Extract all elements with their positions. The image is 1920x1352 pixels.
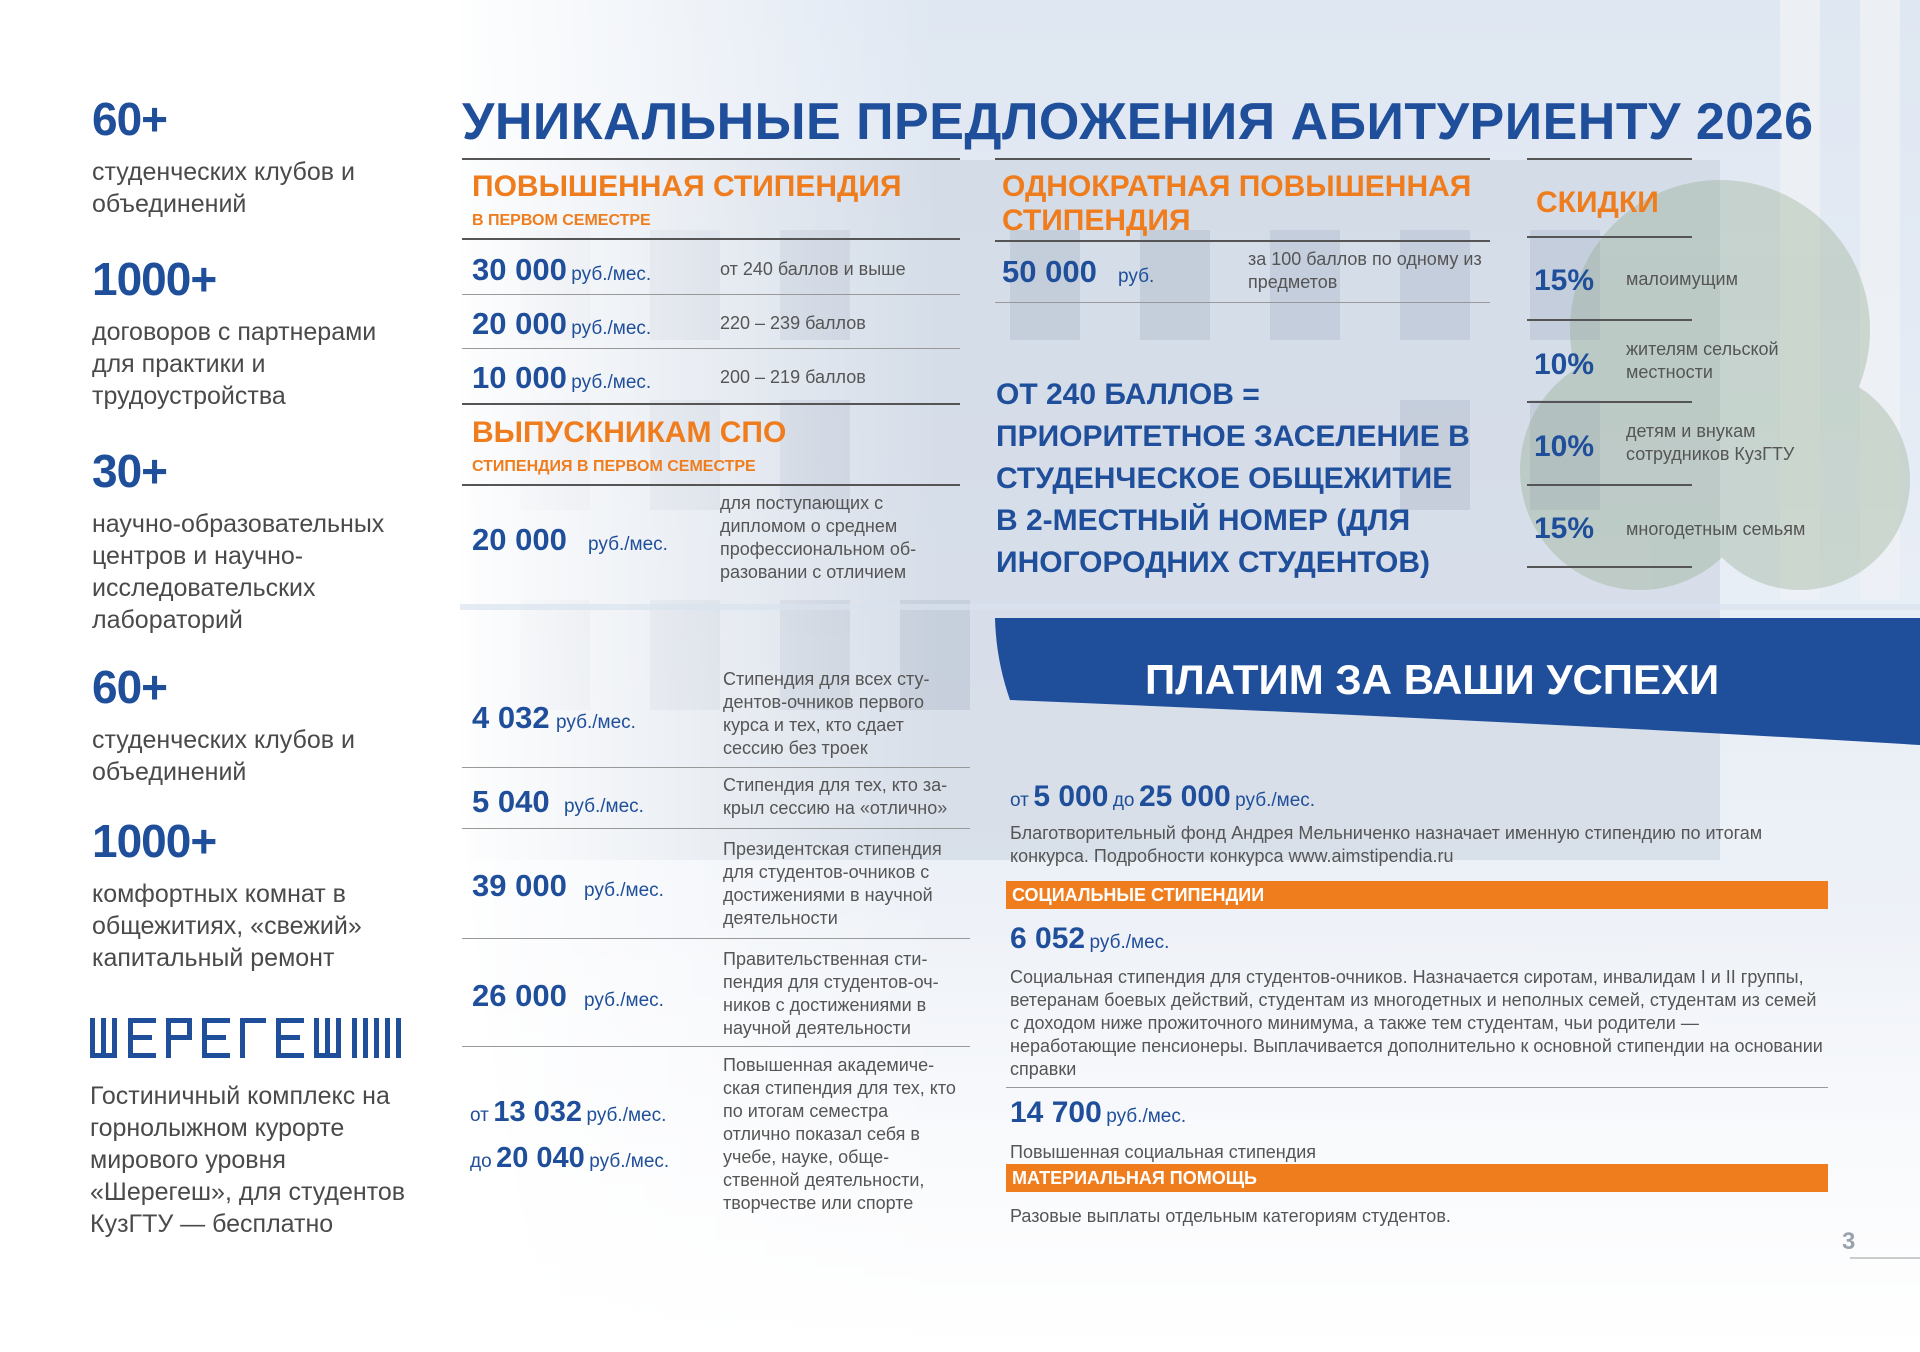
social2-amount — [1010, 1096, 1186, 1130]
stat-text: комфортных комнат в общежитиях, «свежий» капитальный ремонт — [92, 880, 362, 972]
discount-desc: многодетным семьям — [1626, 519, 1806, 539]
range-to — [470, 1142, 669, 1175]
divider — [462, 158, 960, 160]
page-number: 3 — [1842, 1228, 1856, 1255]
discount-row — [1534, 258, 1824, 308]
divider — [462, 294, 960, 295]
stat-block — [92, 252, 412, 412]
discounts-heading: СКИДКИ — [1536, 186, 1659, 219]
discount-pct: 15% — [1534, 512, 1595, 545]
fund-amount — [1010, 780, 1315, 814]
sheregesh-logo — [90, 1018, 410, 1062]
from-label: от — [1010, 790, 1029, 811]
stat-number: 1000+ — [92, 815, 217, 867]
row-desc: от 240 баллов и выше — [720, 259, 906, 279]
unit: руб./мес. — [1106, 1106, 1187, 1127]
material-bar: МАТЕРИАЛЬНАЯ ПОМОЩЬ — [1006, 1164, 1828, 1192]
divider — [462, 238, 960, 240]
unit: руб./мес. — [571, 318, 652, 339]
scholarship-row — [472, 838, 972, 934]
unit: руб./мес. — [1235, 790, 1316, 811]
divider — [1527, 566, 1692, 568]
row-desc: 220 – 239 баллов — [720, 313, 866, 333]
discount-desc: жителям сельской местности — [1626, 339, 1779, 382]
range-from — [470, 1096, 666, 1129]
spo-heading: ВЫПУСКНИКАМ СПО — [472, 416, 787, 449]
row-desc: Повышенная академиче-ская стипендия для тех, кто по итогам семестра отлично показал себя в учебе, науке, обще-ственной деятельности, творчестве или спорте — [723, 1055, 956, 1213]
stat-block — [92, 444, 422, 636]
social-bar: СОЦИАЛЬНЫЕ СТИПЕНДИИ — [1006, 881, 1828, 909]
row-desc: Правительственная сти-пендия для студентов-оч-ников с достижениями в научной деятельности — [723, 949, 939, 1038]
discount-pct: 10% — [1534, 348, 1595, 381]
divider — [462, 403, 960, 405]
divider — [1006, 1087, 1828, 1088]
row-desc: для поступающих с дипломом о среднем профессиональном об-разовании с отличием — [720, 493, 917, 582]
divider — [1527, 401, 1692, 403]
amount: 39 000 — [472, 868, 567, 903]
stat-block — [92, 92, 392, 220]
unit: руб./мес. — [584, 880, 664, 901]
unit: руб./мес. — [571, 372, 652, 393]
amount: 10 000 — [472, 360, 567, 395]
amount: 4 032 — [472, 700, 550, 735]
unit: руб./мес. — [556, 712, 636, 733]
scholarship-row — [472, 306, 952, 346]
unit: руб./мес. — [584, 990, 664, 1011]
amount: 50 000 — [1002, 254, 1097, 289]
divider — [462, 828, 970, 829]
divider — [462, 484, 960, 486]
discount-pct: 10% — [1534, 430, 1595, 463]
amount: 13 032 — [493, 1096, 583, 1128]
unit: руб./мес. — [589, 1151, 670, 1172]
discount-desc: малоимущим — [1626, 269, 1738, 289]
amount: 25 000 — [1138, 780, 1231, 813]
unit: руб./мес. — [588, 534, 668, 555]
amount: 5 040 — [472, 784, 550, 819]
divider — [1527, 484, 1692, 486]
unit: руб./мес. — [564, 796, 644, 817]
amount: 20 040 — [496, 1142, 585, 1174]
amount: 20 000 — [472, 522, 567, 557]
fund-text: Благотворительный фонд Андрея Мельниченко назначает именную стипендию по итогам конкурса. Подробности конкурса www.aimstipendia.ru — [1010, 823, 1763, 866]
sheregesh-text: Гостиничный комплекс на горнолыжном курорте мирового уровня «Шерегеш», для студентов КузГТУ — бесплатно — [90, 1082, 406, 1238]
to-label: до — [470, 1151, 492, 1172]
divider — [1527, 158, 1692, 160]
stat-number: 30+ — [92, 445, 168, 497]
col1-subheading: В ПЕРВОМ СЕМЕСТРЕ — [472, 212, 651, 229]
divider — [1527, 236, 1692, 238]
dorm-priority: ОТ 240 БАЛЛОВ = ПРИОРИТЕТНОЕ ЗАСЕЛЕНИЕ В СТУДЕНЧЕСКОЕ ОБЩЕЖИТИЕ В 2-МЕСТНЫЙ НОМЕР (ДЛЯ ИНОГОРОДНИХ СТУДЕНТОВ) — [996, 378, 1470, 579]
from-label: от — [470, 1105, 489, 1126]
divider — [995, 302, 1490, 303]
divider — [995, 240, 1490, 242]
discount-desc: детям и внукам сотрудников КузГТУ — [1626, 421, 1795, 464]
unit: руб./мес. — [1089, 932, 1170, 953]
stat-block — [92, 660, 392, 788]
social2-text: Повышенная социальная стипендия — [1010, 1142, 1317, 1162]
to-label: до — [1112, 790, 1135, 811]
stat-number: 60+ — [92, 661, 168, 713]
row-desc: Стипендия для тех, кто за-крыл сессию на «отлично» — [723, 775, 948, 818]
divider — [1527, 319, 1692, 321]
divider — [462, 767, 970, 768]
amount: 30 000 — [472, 252, 567, 287]
amount: 5 000 — [1033, 780, 1109, 813]
scholarship-row — [1002, 248, 1492, 298]
unit: руб./мес. — [571, 264, 652, 285]
social-text: Социальная стипендия для студентов-очников. Назначается сиротам, инвалидам I и II группы, ветеранам боевых действий, студентам из многодетных и неполных семей, студентам из семей с доходом ниже прожиточного минимума, а также тем студентам, чьи родители — неработающие пенсионеры. Выплачивается дополнительно к основной стипендии на основании справки — [1010, 967, 1823, 1079]
discount-row — [1534, 506, 1824, 556]
scholarship-row — [472, 668, 972, 764]
unit: руб. — [1118, 266, 1155, 287]
discount-pct: 15% — [1534, 264, 1595, 297]
social-amount — [1010, 922, 1169, 956]
banner-title: ПЛАТИМ ЗА ВАШИ УСПЕХИ — [1145, 656, 1720, 703]
material-text: Разовые выплаты отдельным категориям студентов. — [1010, 1206, 1451, 1226]
divider — [462, 1046, 970, 1047]
stat-number: 1000+ — [92, 253, 217, 305]
stat-text: студенческих клубов и объединений — [92, 158, 355, 218]
stat-text: научно-образовательных центров и научно-исследовательских лабораторий — [92, 510, 385, 634]
scholarship-row — [472, 252, 952, 292]
amount: 20 000 — [472, 306, 567, 341]
amount: 6 052 — [1010, 922, 1086, 955]
row-desc: 200 – 219 баллов — [720, 367, 866, 387]
scholarship-row — [470, 1054, 970, 1220]
divider — [462, 938, 970, 939]
unit: руб./мес. — [586, 1105, 667, 1126]
spo-subheading: СТИПЕНДИЯ В ПЕРВОМ СЕМЕСТРЕ — [472, 458, 756, 475]
row-desc: Стипендия для всех сту-дентов-очников первого курса и тех, кто сдает сессию без троек — [723, 669, 930, 758]
stat-text: студенческих клубов и объединений — [92, 726, 355, 786]
scholarship-row — [472, 948, 972, 1044]
amount: 26 000 — [472, 978, 567, 1013]
divider — [995, 158, 1490, 160]
row-desc: Президентская стипендия для студентов-очников с достижениями в научной деятельности — [723, 839, 942, 928]
discount-row — [1534, 338, 1824, 388]
divider — [462, 348, 960, 349]
stat-number: 60+ — [92, 93, 168, 145]
col2-heading: ОДНОКРАТНАЯ ПОВЫШЕННАЯ СТИПЕНДИЯ — [1002, 170, 1472, 237]
row-desc: за 100 баллов по одному из предметов — [1248, 249, 1482, 292]
amount: 14 700 — [1010, 1096, 1102, 1129]
scholarship-row — [472, 360, 952, 400]
page-title: УНИКАЛЬНЫЕ ПРЕДЛОЖЕНИЯ АБИТУРИЕНТУ 2026 — [462, 93, 1814, 151]
stat-text: договоров с партнерами для практики и трудоустройства — [92, 318, 377, 410]
scholarship-row — [472, 774, 972, 824]
discount-row — [1534, 420, 1824, 470]
stat-block — [92, 814, 392, 974]
scholarship-row — [472, 492, 952, 588]
col1-heading: ПОВЫШЕННАЯ СТИПЕНДИЯ — [472, 170, 902, 203]
